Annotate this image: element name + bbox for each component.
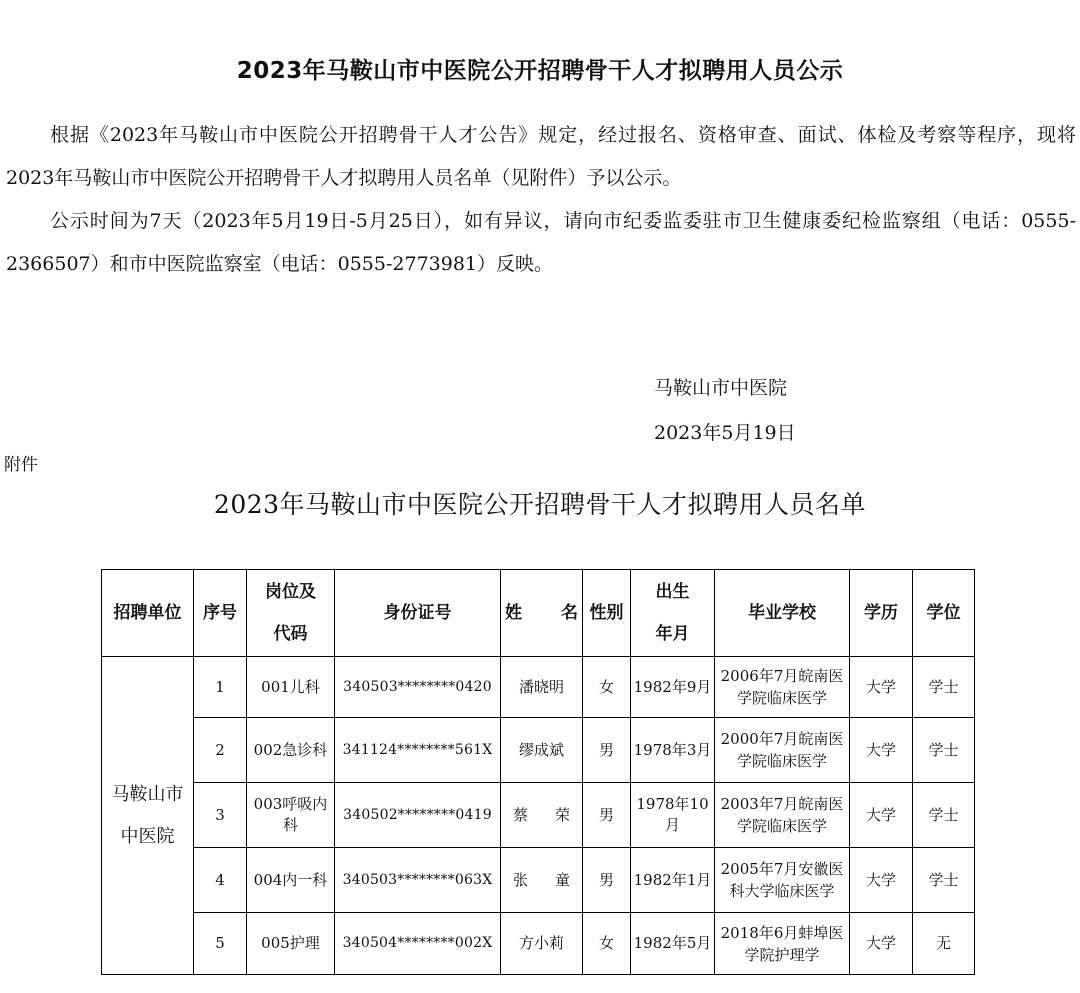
header-name-b: 名 [561, 603, 578, 623]
signature-date: 2023年5月19日 [654, 422, 796, 444]
post-cell: 005护理 [247, 913, 335, 975]
id-cell: 340502********0419 [335, 783, 501, 848]
post-cell: 001儿科 [247, 657, 335, 718]
degree-cell: 学士 [913, 848, 975, 913]
seq-cell: 4 [194, 848, 247, 913]
gender-cell: 男 [583, 783, 631, 848]
gender-cell: 女 [583, 913, 631, 975]
name-cell [501, 783, 583, 848]
education-cell: 大学 [850, 657, 913, 718]
header-post-line1: 岗位及 [265, 582, 316, 602]
school-cell [715, 657, 850, 718]
list-title: 2023年马鞍山市中医院公开招聘骨干人才拟聘用人员名单 [213, 490, 867, 519]
id-cell: 341124********561X [335, 718, 501, 783]
seq-cell: 5 [194, 913, 247, 975]
birth-cell: 1982年5月 [631, 913, 715, 975]
birth-cell: 1982年9月 [631, 657, 715, 718]
name-cell [501, 848, 583, 913]
header-name-a: 姓 [505, 603, 522, 623]
education-cell: 大学 [850, 913, 913, 975]
school-line2: 学院护理学 [744, 945, 820, 964]
birth-line2: 月 [664, 816, 680, 834]
header-education: 学历 [850, 570, 913, 657]
name-part-b: 童 [554, 870, 570, 889]
unit-line2: 中医院 [120, 825, 175, 847]
name-part-b: 荣 [554, 805, 570, 824]
school-line2: 科大学临床医学 [729, 882, 835, 900]
post-cell: 004内一科 [247, 848, 335, 913]
name-cell: 缪成斌 [501, 718, 583, 783]
birth-cell: 1978年3月 [631, 718, 715, 783]
name-cell: 方小莉 [501, 913, 583, 975]
table-row [102, 657, 975, 718]
education-cell: 大学 [850, 783, 913, 848]
degree-cell: 学士 [913, 657, 975, 718]
school-line2: 学院临床医学 [736, 817, 827, 835]
unit-cell [102, 657, 194, 975]
page-title: 2023年马鞍山市中医院公开招聘骨干人才拟聘用人员公示 [236, 58, 844, 84]
header-degree: 学位 [913, 570, 975, 657]
education-cell: 大学 [850, 718, 913, 783]
table-row [102, 913, 975, 975]
degree-cell: 学士 [913, 783, 975, 848]
seq-cell: 1 [194, 657, 247, 718]
school-line1: 2006年7月皖南医 [720, 667, 844, 685]
seq-cell: 3 [194, 783, 247, 848]
unit-line1: 马鞍山市 [111, 783, 184, 805]
school-line1: 2005年7月安徽医 [720, 860, 844, 878]
name-cell: 潘晓明 [501, 657, 583, 718]
header-post-line2: 代码 [273, 624, 308, 644]
id-cell: 340503********063X [335, 848, 501, 913]
header-unit: 招聘单位 [102, 570, 194, 657]
announcement-paragraph-1: 根据《2023年马鞍山市中医院公开招聘骨干人才公告》规定，经过报名、资格审查、面试、体检及考察等程序，现将2023年马鞍山市中医院公开招聘骨干人才拟聘用人员名单（见附件）予以公示。 [6, 124, 1076, 189]
header-birth [631, 570, 715, 657]
school-line1: 2003年7月皖南医 [720, 795, 844, 813]
gender-cell: 女 [583, 657, 631, 718]
seq-cell: 2 [194, 718, 247, 783]
candidate-table [101, 569, 975, 975]
degree-cell: 无 [913, 913, 975, 975]
gender-cell: 男 [583, 718, 631, 783]
post-cell [247, 783, 335, 848]
school-line1: 2018年6月蚌埠医 [720, 923, 844, 942]
header-gender: 性别 [583, 570, 631, 657]
school-cell [715, 848, 850, 913]
birth-cell: 1982年1月 [631, 848, 715, 913]
school-cell [715, 718, 850, 783]
school-line1: 2000年7月皖南医 [720, 730, 844, 748]
signature-org: 马鞍山市中医院 [654, 377, 788, 399]
header-post [247, 570, 335, 657]
name-part-a: 张 [513, 870, 529, 889]
header-id: 身份证号 [335, 570, 501, 657]
school-cell [715, 783, 850, 848]
table-row [102, 783, 975, 848]
header-school: 毕业学校 [715, 570, 850, 657]
education-cell: 大学 [850, 848, 913, 913]
school-cell [715, 913, 850, 975]
table-row [102, 718, 975, 783]
gender-cell: 男 [583, 848, 631, 913]
header-seq: 序号 [194, 570, 247, 657]
table-header-row [102, 570, 975, 657]
school-line2: 学院临床医学 [736, 689, 827, 707]
school-line2: 学院临床医学 [736, 752, 827, 770]
id-cell: 340503********0420 [335, 657, 501, 718]
id-cell: 340504********002X [335, 913, 501, 975]
post-line1: 003呼吸内 [253, 795, 328, 813]
header-name [501, 570, 583, 657]
table-row [102, 848, 975, 913]
birth-line1: 1978年10 [636, 795, 709, 813]
header-birth-line2: 年月 [655, 624, 690, 644]
announcement-paragraph-2: 公示时间为7天（2023年5月19日-5月25日），如有异议，请向市纪委监委驻市卫生健康委纪检监察组（电话：0555-2366507）和市中医院监察室（电话：0555-2773981）反映。 [6, 210, 1076, 275]
header-birth-line1: 出生 [655, 582, 690, 602]
degree-cell: 学士 [913, 718, 975, 783]
attachment-label: 附件 [4, 455, 38, 475]
post-line2: 科 [282, 816, 298, 834]
name-part-a: 蔡 [513, 805, 529, 824]
post-cell: 002急诊科 [247, 718, 335, 783]
birth-cell [631, 783, 715, 848]
